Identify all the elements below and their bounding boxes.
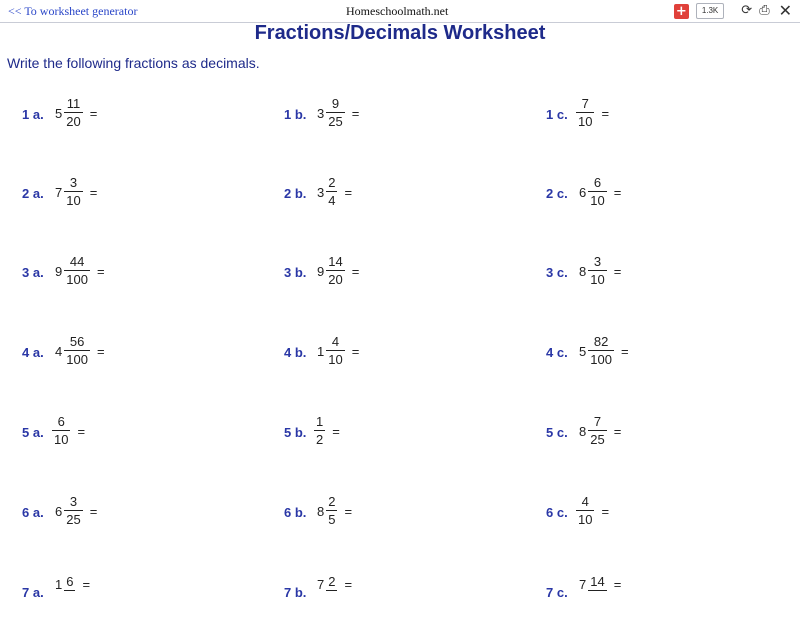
problem-label: 5 b. bbox=[284, 425, 307, 440]
equals-sign: = bbox=[96, 343, 105, 359]
fraction-expression bbox=[576, 97, 609, 129]
fraction-expression bbox=[52, 415, 85, 447]
denominator: 4 bbox=[328, 193, 336, 208]
fraction-expression bbox=[317, 176, 352, 208]
numerator: 3 bbox=[593, 254, 602, 269]
equals-sign: = bbox=[613, 184, 622, 200]
fraction-expression bbox=[317, 255, 359, 287]
problem-label: 1 a. bbox=[22, 107, 44, 122]
numerator: 2 bbox=[328, 175, 336, 190]
fraction bbox=[588, 335, 614, 367]
whole-number: 8 bbox=[317, 503, 325, 519]
denominator bbox=[595, 591, 599, 593]
problem-label: 1 b. bbox=[284, 107, 307, 122]
numerator: 2 bbox=[328, 574, 336, 589]
problem-label: 4 b. bbox=[284, 345, 307, 360]
denominator: 10 bbox=[578, 512, 593, 527]
denominator: 10 bbox=[66, 193, 81, 208]
numerator: 2 bbox=[328, 494, 336, 509]
fraction bbox=[314, 415, 325, 447]
fraction-expression bbox=[55, 335, 105, 367]
fraction-expression bbox=[317, 495, 352, 527]
problem-label: 6 c. bbox=[546, 505, 568, 520]
numerator: 4 bbox=[331, 334, 340, 349]
fraction bbox=[588, 255, 606, 287]
equals-sign: = bbox=[89, 184, 98, 200]
denominator: 100 bbox=[590, 352, 612, 367]
fraction bbox=[326, 575, 337, 593]
equals-sign: = bbox=[351, 343, 360, 359]
fraction-expression bbox=[579, 255, 621, 287]
problem-label: 6 a. bbox=[22, 505, 44, 520]
print-icon[interactable]: ⎙ bbox=[759, 3, 770, 18]
problem-label: 7 c. bbox=[546, 585, 568, 600]
denominator: 25 bbox=[328, 114, 343, 129]
equals-sign: = bbox=[613, 423, 622, 439]
equals-sign: = bbox=[344, 576, 353, 592]
fraction bbox=[326, 97, 344, 129]
close-icon[interactable]: ✕ bbox=[778, 1, 792, 20]
numerator: 14 bbox=[590, 574, 605, 589]
whole-number: 6 bbox=[55, 503, 63, 519]
fraction-expression bbox=[55, 97, 97, 129]
denominator: 100 bbox=[66, 272, 88, 287]
denominator: 20 bbox=[328, 272, 343, 287]
whole-number: 1 bbox=[55, 576, 63, 592]
whole-number: 7 bbox=[317, 576, 325, 592]
fraction bbox=[326, 495, 337, 527]
equals-sign: = bbox=[601, 503, 610, 519]
problem-label: 5 c. bbox=[546, 425, 568, 440]
numerator: 82 bbox=[593, 334, 609, 349]
problem-label: 7 a. bbox=[22, 585, 44, 600]
equals-sign: = bbox=[351, 263, 360, 279]
top-toolbar bbox=[0, 0, 800, 23]
fraction bbox=[326, 255, 344, 287]
problem-label: 2 c. bbox=[546, 186, 568, 201]
whole-number: 7 bbox=[579, 576, 587, 592]
page-title: Fractions/Decimals Worksheet bbox=[254, 22, 546, 44]
whole-number: 8 bbox=[579, 263, 587, 279]
worksheet-generator-link[interactable]: << To worksheet generator bbox=[8, 4, 138, 18]
numerator: 56 bbox=[69, 334, 85, 349]
fraction bbox=[52, 415, 70, 447]
refresh-icon[interactable]: ⟳ bbox=[741, 3, 753, 18]
numerator: 1 bbox=[316, 414, 324, 429]
fraction-expression bbox=[317, 97, 359, 129]
fraction-expression bbox=[317, 575, 352, 593]
whole-number: 4 bbox=[55, 343, 63, 359]
fraction bbox=[588, 575, 606, 593]
fraction-expression bbox=[579, 335, 629, 367]
whole-number: 9 bbox=[55, 263, 63, 279]
fraction bbox=[64, 97, 82, 129]
problem-label: 7 b. bbox=[284, 585, 307, 600]
whole-number: 1 bbox=[317, 343, 325, 359]
fraction bbox=[326, 335, 344, 367]
denominator bbox=[330, 591, 334, 593]
whole-number: 6 bbox=[579, 184, 587, 200]
fraction-expression bbox=[55, 255, 105, 287]
equals-sign: = bbox=[96, 263, 105, 279]
whole-number: 5 bbox=[579, 343, 587, 359]
equals-sign: = bbox=[89, 105, 98, 121]
whole-number: 3 bbox=[317, 184, 325, 200]
whole-number: 5 bbox=[55, 105, 63, 121]
fraction-expression bbox=[314, 415, 340, 447]
fraction-expression bbox=[579, 415, 621, 447]
plus-icon[interactable]: + bbox=[674, 4, 689, 19]
whole-number: 7 bbox=[55, 184, 63, 200]
toolbar-actions bbox=[674, 2, 792, 20]
denominator: 20 bbox=[66, 114, 81, 129]
problem-label: 4 c. bbox=[546, 345, 568, 360]
fraction bbox=[64, 495, 82, 527]
denominator: 5 bbox=[328, 512, 336, 527]
denominator: 25 bbox=[66, 512, 81, 527]
equals-sign: = bbox=[82, 576, 91, 592]
denominator bbox=[68, 591, 72, 593]
fraction bbox=[64, 176, 82, 208]
denominator: 25 bbox=[590, 432, 605, 447]
equals-sign: = bbox=[613, 263, 622, 279]
problem-label: 2 b. bbox=[284, 186, 307, 201]
fraction bbox=[576, 97, 594, 129]
equals-sign: = bbox=[77, 423, 86, 439]
problem-label: 3 b. bbox=[284, 265, 307, 280]
equals-sign: = bbox=[601, 105, 610, 121]
numerator: 7 bbox=[593, 414, 602, 429]
whole-number: 9 bbox=[317, 263, 325, 279]
numerator: 11 bbox=[66, 96, 81, 111]
fraction bbox=[588, 176, 606, 208]
denominator: 10 bbox=[590, 193, 605, 208]
share-count-badge: 1.3K bbox=[696, 3, 724, 19]
numerator: 4 bbox=[581, 494, 589, 509]
fraction-expression bbox=[579, 575, 621, 593]
fraction bbox=[588, 415, 606, 447]
whole-number: 3 bbox=[317, 105, 325, 121]
denominator: 10 bbox=[54, 432, 69, 447]
equals-sign: = bbox=[332, 423, 340, 439]
numerator: 14 bbox=[328, 254, 343, 269]
denominator: 100 bbox=[66, 352, 88, 367]
problem-label: 1 c. bbox=[546, 107, 568, 122]
instructions-text: Write the following fractions as decimals. bbox=[7, 55, 260, 71]
fraction bbox=[64, 255, 90, 287]
fraction bbox=[576, 495, 594, 527]
fraction bbox=[326, 176, 337, 208]
denominator: 10 bbox=[590, 272, 605, 287]
whole-number: 8 bbox=[579, 423, 587, 439]
numerator: 6 bbox=[593, 175, 602, 190]
problem-label: 3 c. bbox=[546, 265, 568, 280]
numerator: 3 bbox=[69, 175, 78, 190]
equals-sign: = bbox=[620, 343, 629, 359]
site-name: Homeschoolmath.net bbox=[346, 4, 449, 18]
fraction-expression bbox=[579, 176, 621, 208]
denominator: 2 bbox=[316, 432, 324, 447]
fraction-expression bbox=[55, 495, 97, 527]
problem-label: 5 a. bbox=[22, 425, 44, 440]
problem-label: 4 a. bbox=[22, 345, 44, 360]
problem-label: 3 a. bbox=[22, 265, 44, 280]
fraction-expression bbox=[576, 495, 609, 527]
denominator: 10 bbox=[328, 352, 343, 367]
numerator: 44 bbox=[69, 254, 85, 269]
equals-sign: = bbox=[344, 503, 353, 519]
fraction bbox=[64, 335, 90, 367]
equals-sign: = bbox=[89, 503, 98, 519]
fraction-expression bbox=[317, 335, 359, 367]
numerator: 6 bbox=[57, 414, 65, 429]
denominator: 10 bbox=[578, 114, 593, 129]
equals-sign: = bbox=[351, 105, 360, 121]
problem-label: 2 a. bbox=[22, 186, 44, 201]
fraction-expression bbox=[55, 176, 97, 208]
numerator: 7 bbox=[581, 96, 589, 111]
equals-sign: = bbox=[613, 576, 622, 592]
numerator: 6 bbox=[66, 574, 74, 589]
equals-sign: = bbox=[344, 184, 353, 200]
numerator: 3 bbox=[69, 494, 78, 509]
fraction-expression bbox=[55, 575, 90, 593]
fraction bbox=[64, 575, 75, 593]
problem-label: 6 b. bbox=[284, 505, 307, 520]
numerator: 9 bbox=[331, 96, 340, 111]
